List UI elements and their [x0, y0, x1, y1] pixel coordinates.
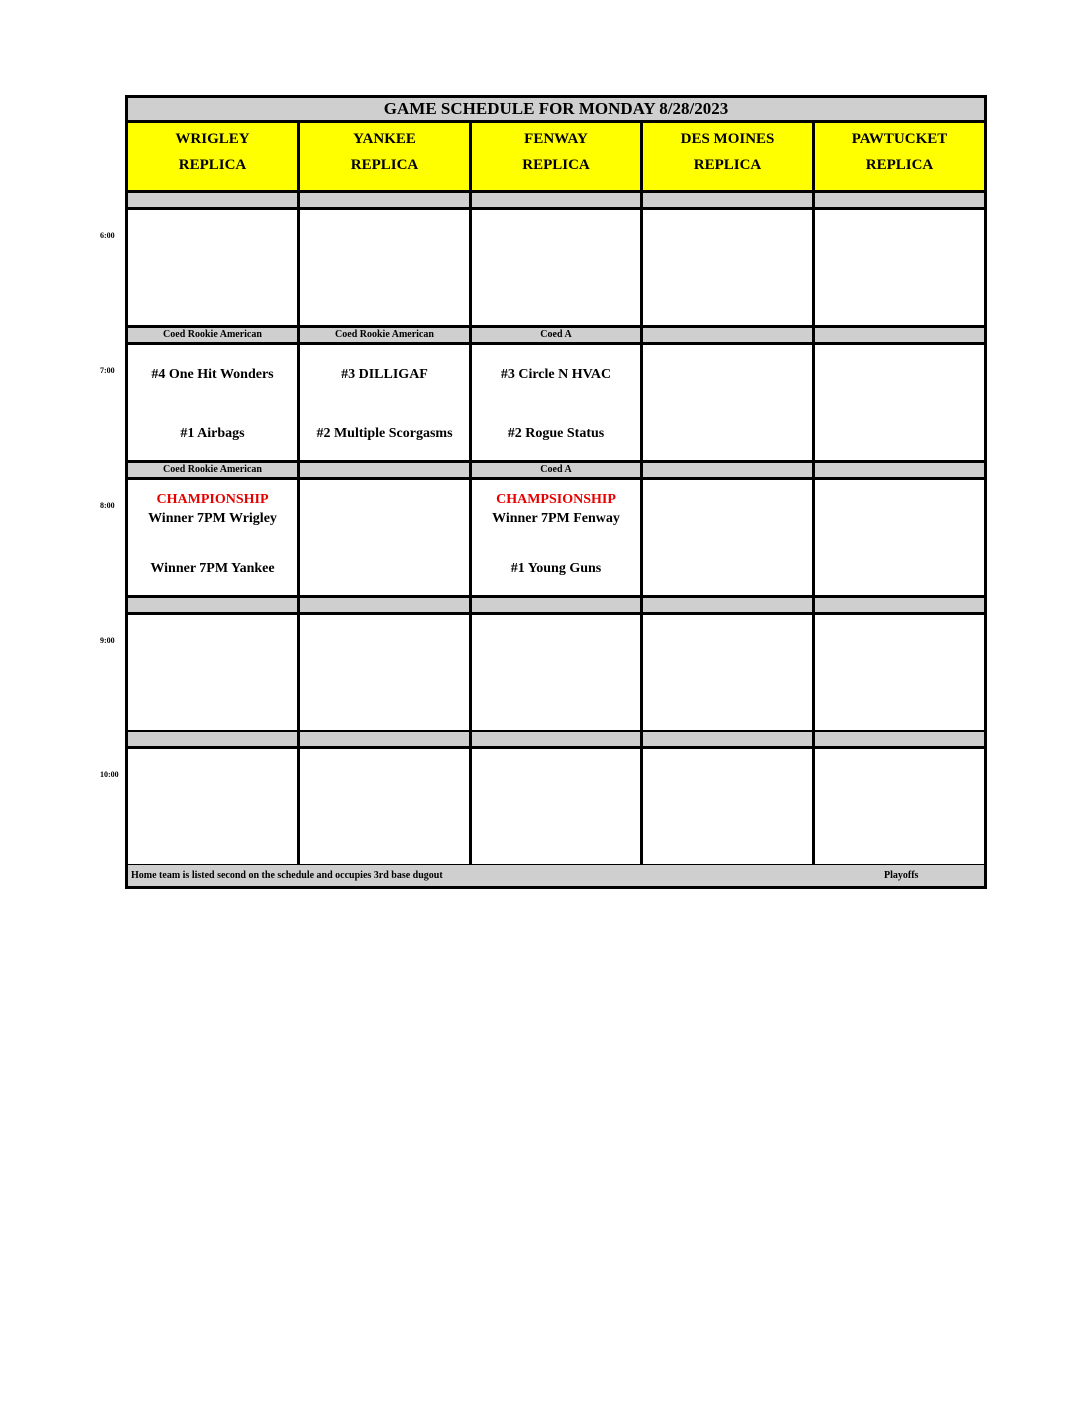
footer-band	[128, 865, 984, 886]
home-team: #1 Airbags	[180, 426, 245, 441]
division-band	[815, 598, 984, 612]
away-team: Winner 7PM Fenway	[492, 511, 620, 526]
time-label: 9:00	[100, 636, 115, 645]
game-slot	[472, 345, 640, 460]
division-band	[643, 732, 812, 746]
division-band	[815, 328, 984, 342]
division-band	[128, 732, 297, 746]
division-band	[643, 463, 812, 477]
division-band	[643, 328, 812, 342]
game-slot	[128, 345, 297, 460]
field-type: REPLICA	[693, 157, 762, 173]
division-band	[643, 193, 812, 207]
field-header	[643, 123, 812, 190]
division-band	[128, 598, 297, 612]
footer-playoffs: Playoffs	[884, 870, 919, 881]
footer-note: Home team is listed second on the schedule and occupies 3rd base dugout	[131, 870, 443, 881]
game-slot	[643, 749, 812, 864]
division-band	[815, 193, 984, 207]
game-slot	[300, 615, 469, 730]
division-band	[815, 463, 984, 477]
time-label: 10:00	[100, 770, 119, 779]
field-header	[128, 123, 297, 190]
championship-label: CHAMPIONSHIP	[156, 492, 269, 507]
division-band	[815, 732, 984, 746]
division-band	[300, 463, 469, 477]
division-band	[300, 193, 469, 207]
division-band	[300, 598, 469, 612]
away-team: #4 One Hit Wonders	[151, 367, 274, 382]
field-name: YANKEE	[353, 131, 416, 147]
game-slot	[472, 210, 640, 325]
schedule-table	[125, 95, 987, 889]
field-name: WRIGLEY	[175, 131, 250, 147]
time-label: 8:00	[100, 501, 115, 510]
division-band: Coed Rookie American	[128, 328, 297, 342]
game-slot	[300, 749, 469, 864]
field-name: FENWAY	[524, 131, 588, 147]
game-slot	[815, 210, 984, 325]
game-slot	[815, 615, 984, 730]
division-band	[300, 732, 469, 746]
field-header	[300, 123, 469, 190]
home-team: Winner 7PM Yankee	[150, 561, 275, 576]
division-band: Coed Rookie American	[128, 463, 297, 477]
game-slot	[300, 210, 469, 325]
division-band	[643, 598, 812, 612]
field-type: REPLICA	[178, 157, 247, 173]
field-type: REPLICA	[865, 157, 934, 173]
game-slot	[643, 345, 812, 460]
field-type: REPLICA	[522, 157, 590, 173]
field-type: REPLICA	[350, 157, 419, 173]
game-slot	[815, 480, 984, 595]
away-team: Winner 7PM Wrigley	[148, 511, 277, 526]
time-label: 7:00	[100, 366, 115, 375]
game-slot	[472, 615, 640, 730]
home-team: #2 Rogue Status	[507, 426, 605, 441]
division-band	[472, 598, 640, 612]
away-team: #3 DILLIGAF	[341, 367, 428, 382]
game-slot	[128, 749, 297, 864]
away-team: #3 Circle N HVAC	[500, 367, 612, 382]
division-band: Coed Rookie American	[300, 328, 469, 342]
field-name: DES MOINES	[680, 131, 775, 147]
game-slot	[643, 615, 812, 730]
division-band	[472, 732, 640, 746]
game-slot	[815, 749, 984, 864]
field-header	[815, 123, 984, 190]
time-label: 6:00	[100, 231, 115, 240]
game-slot	[128, 480, 297, 595]
home-team: #2 Multiple Scorgasms	[316, 426, 453, 441]
game-slot	[815, 345, 984, 460]
game-slot	[472, 749, 640, 864]
schedule-title: GAME SCHEDULE FOR MONDAY 8/28/2023	[128, 98, 984, 120]
division-band	[128, 193, 297, 207]
game-slot	[128, 615, 297, 730]
home-team: #1 Young Guns	[510, 561, 602, 576]
game-slot	[128, 210, 297, 325]
division-band: Coed A	[472, 328, 640, 342]
field-name: PAWTUCKET	[851, 131, 948, 147]
division-band	[472, 193, 640, 207]
game-slot	[643, 210, 812, 325]
game-slot	[300, 345, 469, 460]
game-slot	[472, 480, 640, 595]
game-slot	[643, 480, 812, 595]
championship-label: CHAMPSIONSHIP	[496, 492, 616, 507]
game-slot	[300, 480, 469, 595]
field-header	[472, 123, 640, 190]
division-band: Coed A	[472, 463, 640, 477]
